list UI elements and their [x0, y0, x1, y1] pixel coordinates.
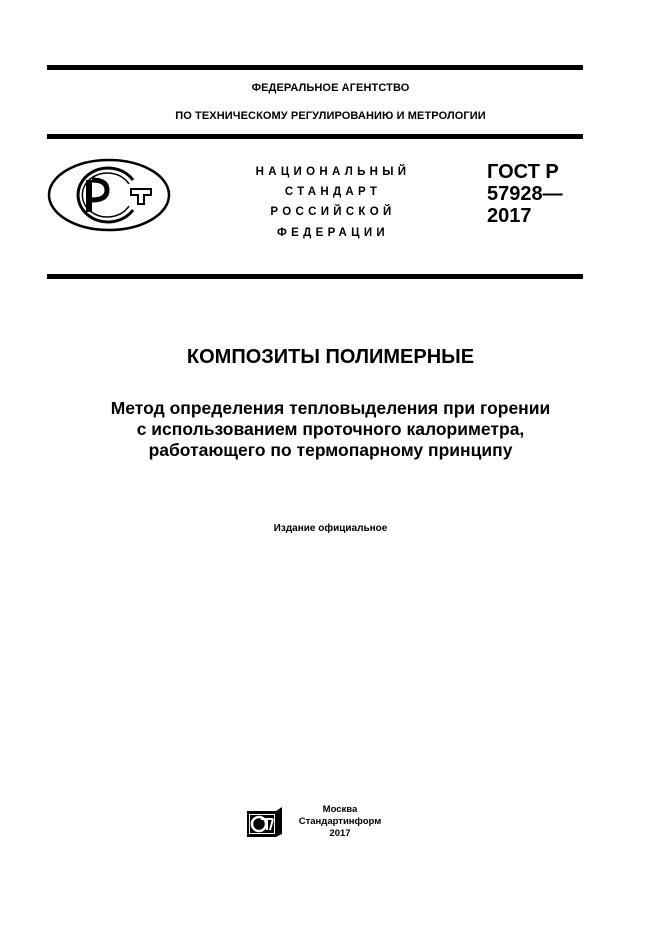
- subtitle-line-3: работающего по термопарному принципу: [148, 440, 513, 460]
- national-standard-line-3: РОССИЙСКОЙ: [270, 206, 396, 218]
- gost-line-1: ГОСТ Р: [487, 161, 559, 183]
- top-rule: [47, 65, 583, 70]
- publisher-city: Москва: [322, 804, 358, 815]
- publication-year: 2017: [329, 828, 351, 839]
- subtitle-line-2: с использованием проточного калориметра,: [136, 419, 525, 439]
- edition-label: Издание официальное: [273, 523, 388, 534]
- gost-designation: [487, 161, 563, 227]
- national-standard-line-4: ФЕДЕРАЦИИ: [277, 227, 389, 239]
- gost-line-2: 57928—: [487, 183, 563, 205]
- standard-bottom-rule: [47, 274, 583, 279]
- document-subtitle: [0, 398, 661, 461]
- publisher-name: Стандартинформ: [298, 816, 382, 827]
- rst-certification-mark-icon: [47, 158, 171, 232]
- agency-line-2: ПО ТЕХНИЧЕСКОМУ РЕГУЛИРОВАНИЮ И МЕТРОЛОГИИ: [175, 110, 486, 122]
- standartinform-logo-icon: [246, 806, 284, 838]
- subtitle-line-1: Метод определения тепловыделения при горении: [110, 398, 551, 418]
- header-bottom-rule: [47, 134, 583, 139]
- publisher-info: [295, 804, 385, 840]
- gost-line-3: 2017: [487, 205, 532, 227]
- agency-line-1: ФЕДЕРАЛЬНОЕ АГЕНТСТВО: [251, 82, 410, 94]
- national-standard-line-2: СТАНДАРТ: [284, 186, 382, 198]
- document-title: КОМПОЗИТЫ ПОЛИМЕРНЫЕ: [186, 346, 475, 368]
- national-standard-line-1: НАЦИОНАЛЬНЫЙ: [255, 166, 411, 178]
